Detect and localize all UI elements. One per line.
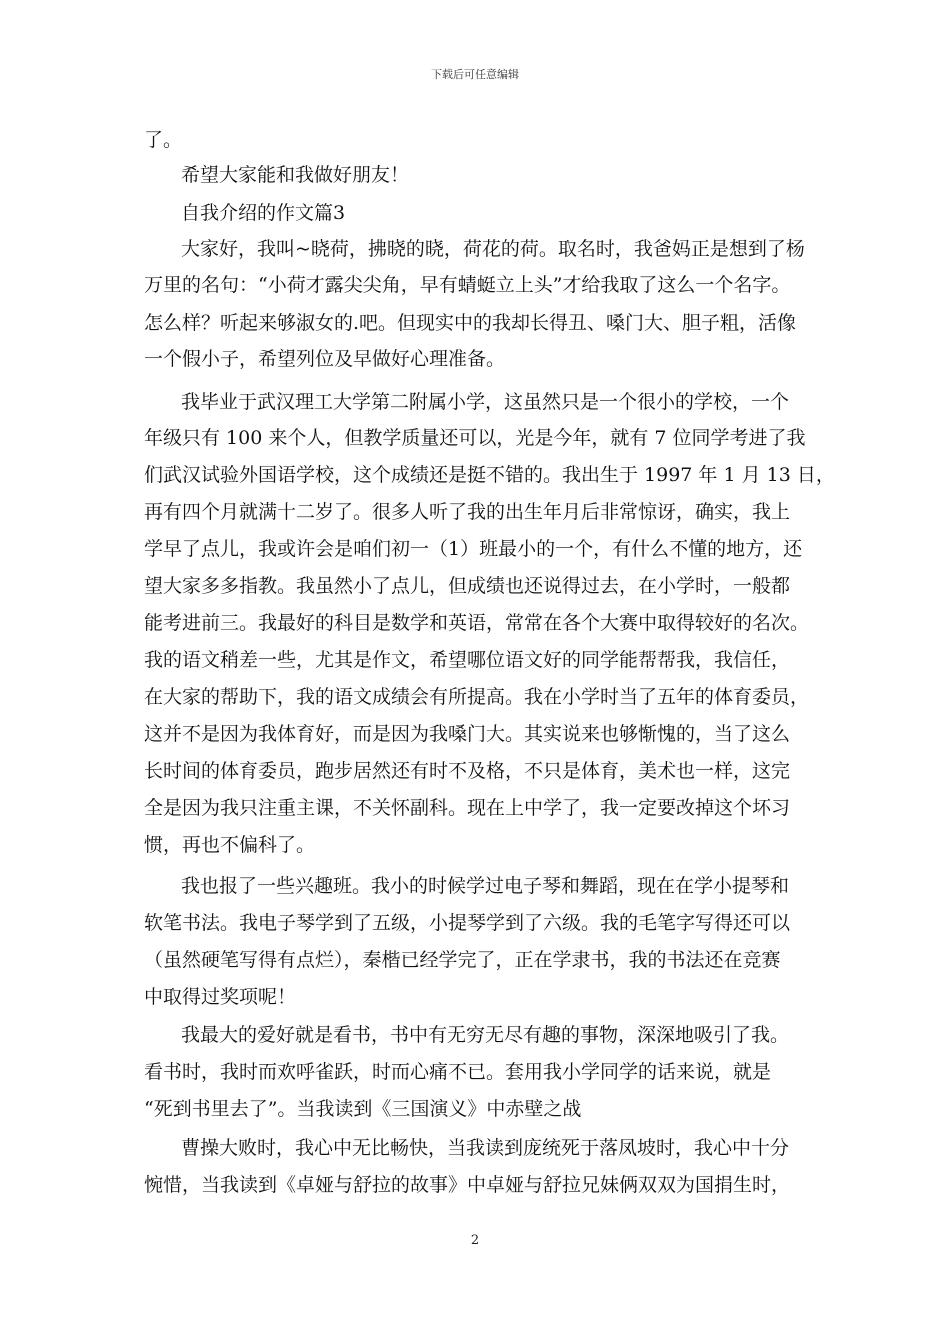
page-number: 2 [470,1233,480,1248]
text-line: 大家好，我叫~晓荷，拂晓的晓，荷花的荷。取名时，我爸妈正是想到了杨 [181,238,805,260]
text-line: 们武汉试验外国语学校，这个成绩还是挺不错的。我出生于 1997 年 1 月 13 日， [144,464,835,486]
text-line: 希望大家能和我做好朋友！ [181,164,410,186]
text-line: 我最大的爱好就是看书，书中有无穷无尽有趣的事物，深深地吸引了我。 [181,1024,790,1046]
text-line: 我也报了一些兴趣班。我小的时候学过电子琴和舞蹈，现在在学小提琴和 [181,875,790,897]
text-line: 再有四个月就满十二岁了。很多人听了我的出生年月后非常惊讶，确实，我上 [144,501,791,523]
text-line: 学早了点儿，我或许会是咱们初一（1）班最小的一个，有什么不懂的地方，还 [144,538,803,560]
text-line: （虽然硬笔写得有点烂），秦楷已经学完了，正在学隶书，我的书法还在竞赛 [144,949,781,971]
text-line: 看书时，我时而欢呼雀跃，时而心痛不已。套用我小学同学的话来说，就是 [144,1061,772,1083]
text-line: 惯，再也不偏科了。 [144,834,316,856]
text-line: 能考进前三。我最好的科目是数学和英语，常常在各个大赛中取得较好的名次。 [144,612,810,634]
text-line: 长时间的体育委员，跑步居然还有时不及格，不只是体育，美术也一样，这完 [144,760,791,782]
text-line: 万里的名句：“小荷才露尖尖角，早有蜻蜓立上头”才给我取了这么一个名字。 [144,274,791,296]
text-line: 软笔书法。我电子琴学到了五级，小提琴学到了六级。我的毛笔字写得还可以 [144,912,791,934]
text-line: 中取得过奖项呢！ [144,986,297,1008]
text-line: “死到书里去了”。当我读到《三国演义》中赤壁之战 [144,1098,582,1120]
text-line: 望大家多多指教。我虽然小了点儿，但成绩也还说得过去，在小学时，一般都 [144,575,791,597]
text-line: 我毕业于武汉理工大学第二附属小学，这虽然只是一个很小的学校，一个 [181,391,790,413]
text-line: 我的语文稍差一些，尤其是作文，希望哪位语文好的同学能帮帮我，我信任， [144,649,791,671]
text-line: 全是因为我只注重主课，不关怀副科。现在上中学了，我一定要改掉这个坏习 [144,797,791,819]
text-line: 一个假小子，希望列位及早做好心理准备。 [144,348,506,370]
text-line: 年级只有 100 来个人，但教学质量还可以，光是今年，就有 7 位同学考进了我 [144,427,806,449]
text-line: 惋惜，当我读到《卓娅与舒拉的故事》中卓娅与舒拉兄妹俩双双为国捐生时， [144,1174,791,1196]
page-header: 下载后可任意编辑 [431,68,519,81]
text-line: 这并不是因为我体育好，而是因为我嗓门大。其实说来也够惭愧的，当了这么 [144,723,791,745]
section-heading: 自我介绍的作文篇3 [181,202,346,224]
text-line: 了。 [144,129,183,151]
text-line: 怎么样？听起来够淑女的.吧。但现实中的我却长得丑、嗓门大、胆子粗，活像 [144,312,797,334]
text-line: 在大家的帮助下，我的语文成绩会有所提高。我在小学时当了五年的体育委员， [144,686,810,708]
text-line: 曹操大败时，我心中无比畅快，当我读到庞统死于落凤坡时，我心中十分 [181,1137,790,1159]
